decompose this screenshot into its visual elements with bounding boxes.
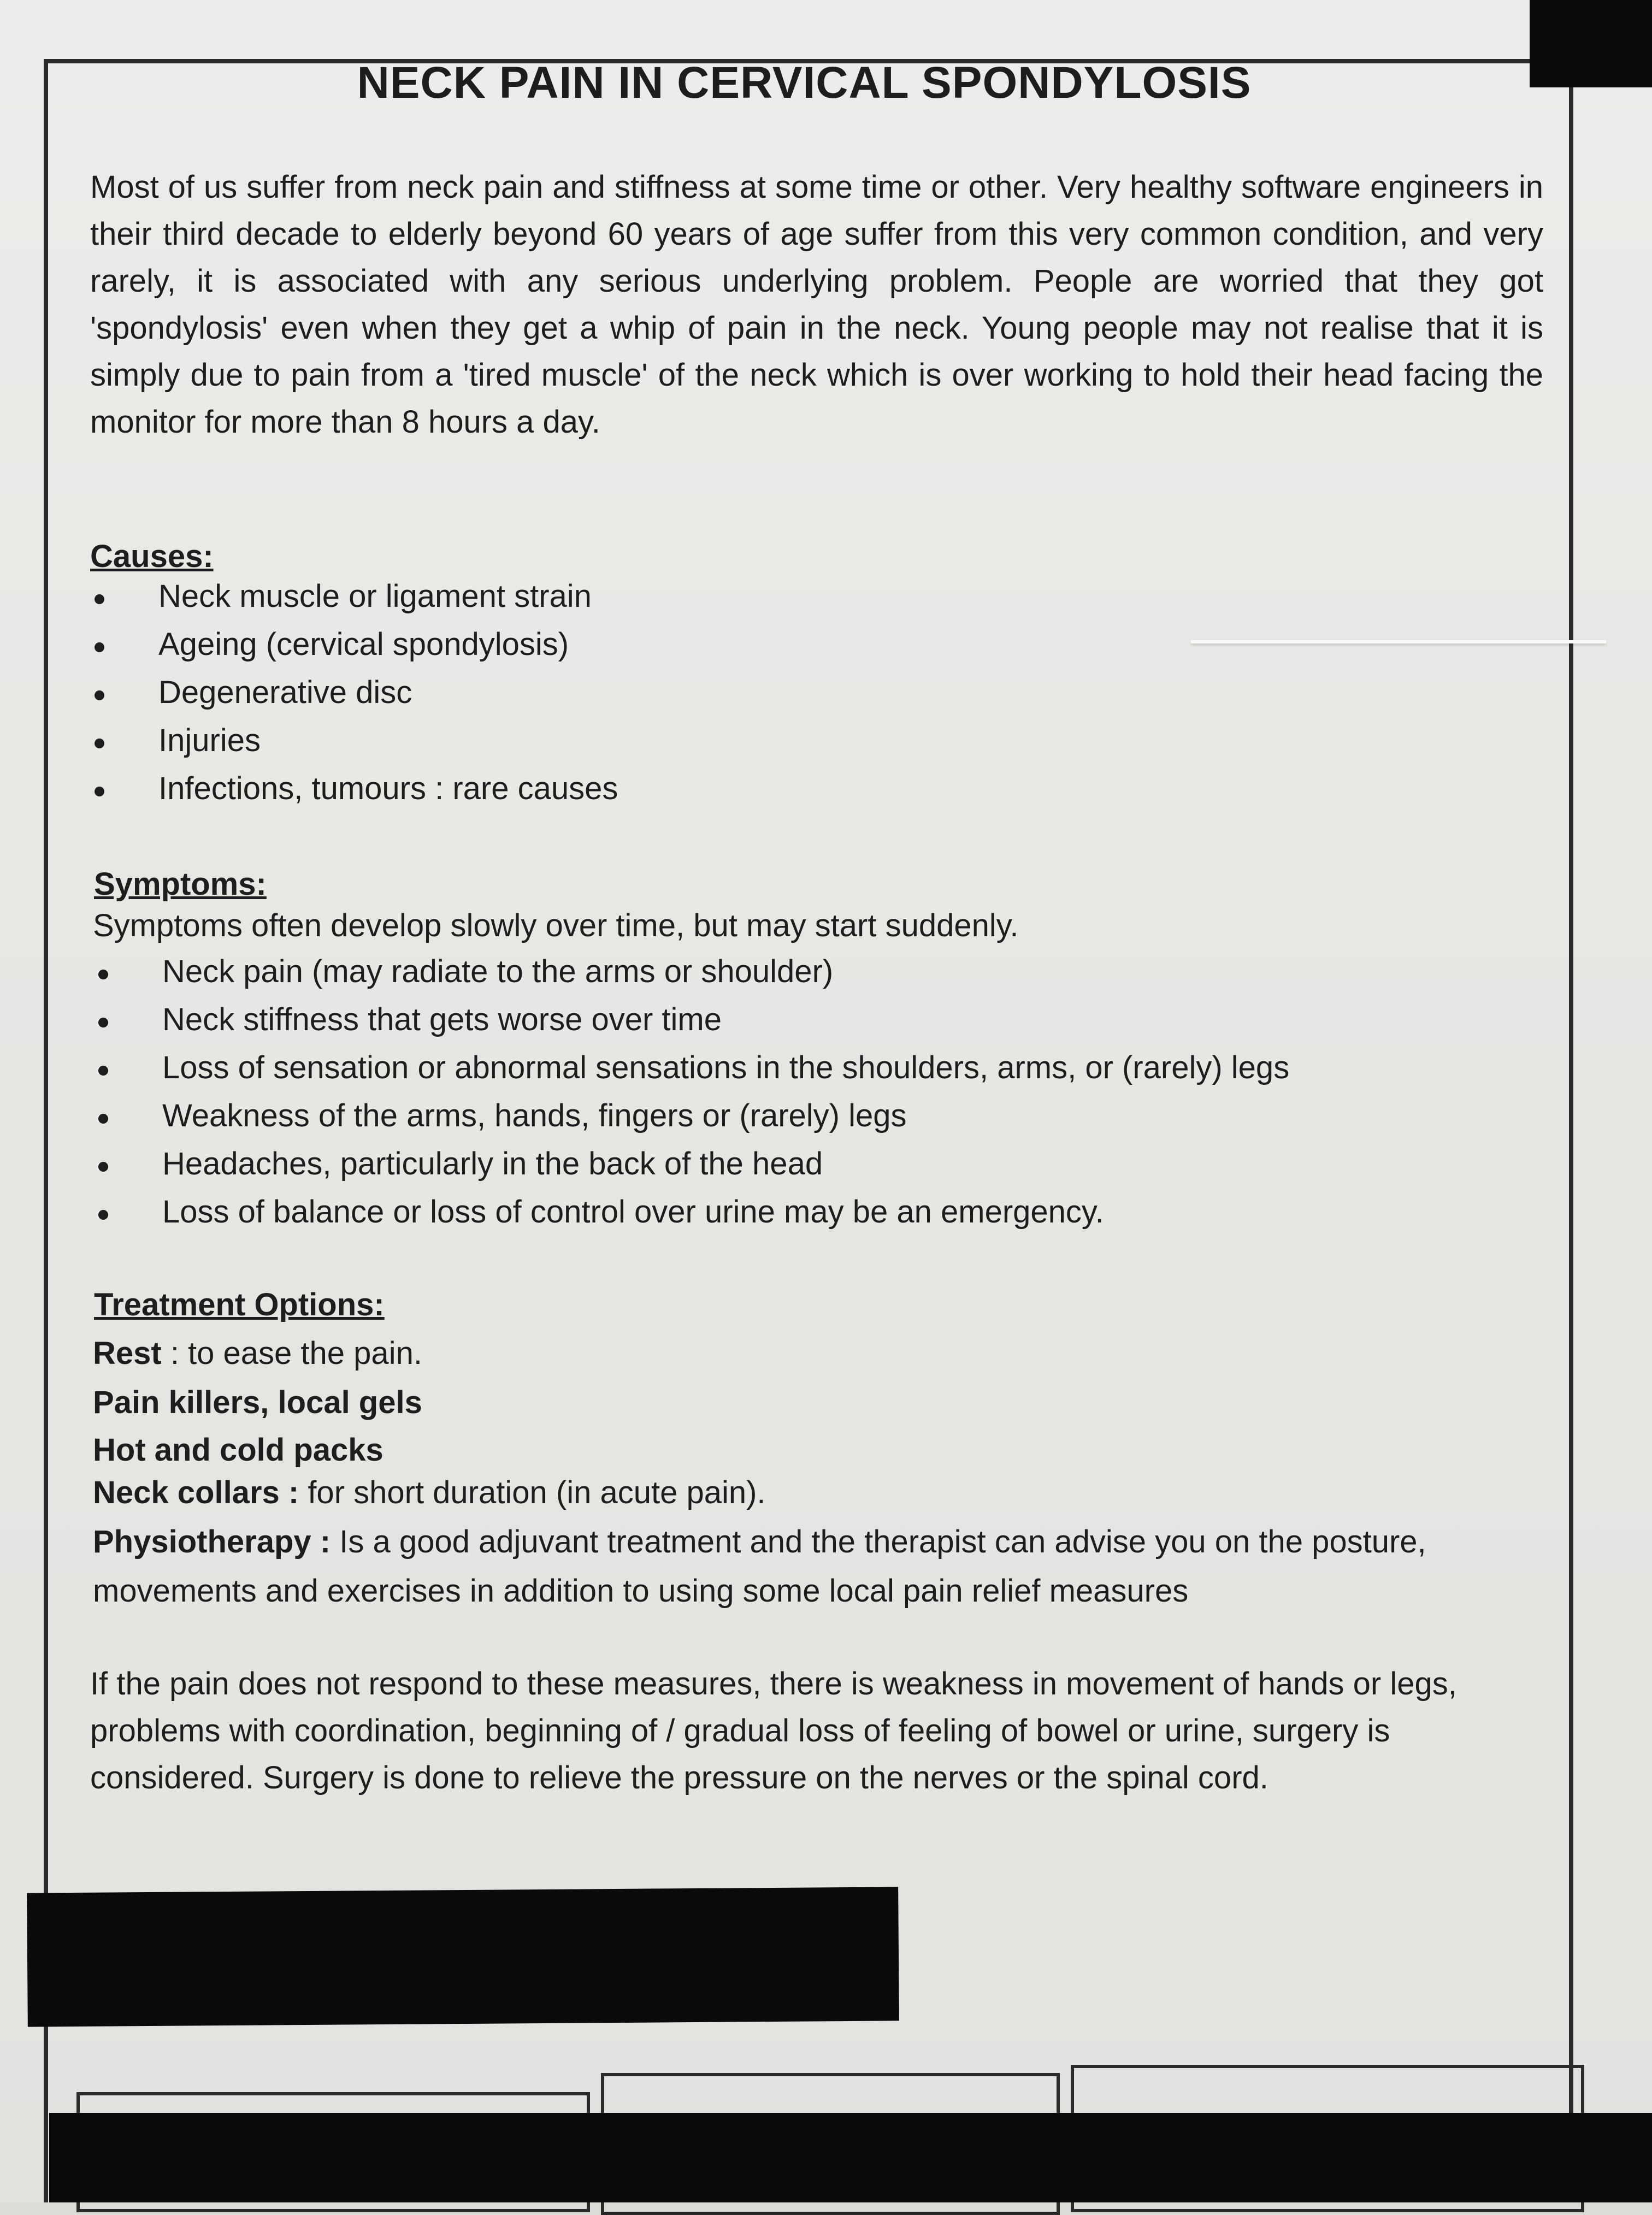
collars-text: for short duration (in acute pain). <box>299 1475 766 1510</box>
redaction-corner <box>1530 0 1652 87</box>
list-item: Ageing (cervical spondylosis) <box>90 621 618 669</box>
symptoms-list <box>94 948 1289 1236</box>
treatment-packs: Hot and cold packs <box>93 1432 384 1468</box>
list-item: Infections, tumours : rare causes <box>90 765 618 813</box>
symptoms-intro: Symptoms often develop slowly over time, but may start suddenly. <box>93 908 1019 943</box>
symptoms-heading: Symptoms: <box>94 866 267 902</box>
list-item: Neck pain (may radiate to the arms or shoulder) <box>94 948 1289 996</box>
causes-list <box>90 572 618 813</box>
document-title: NECK PAIN IN CERVICAL SPONDYLOSIS <box>357 58 1252 108</box>
collars-label: Neck collars : <box>93 1475 299 1510</box>
rest-label: Rest <box>93 1336 162 1371</box>
physio-label: Physiotherapy : <box>93 1524 331 1560</box>
redaction-bar <box>49 2113 1652 2202</box>
list-item: Injuries <box>90 717 618 765</box>
rest-text: : to ease the pain. <box>161 1336 422 1371</box>
treatment-heading: Treatment Options: <box>94 1287 385 1322</box>
treatment-physio-cont: movements and exercises in addition to using some local pain relief measures <box>93 1573 1189 1609</box>
physio-text: Is a good adjuvant treatment and the therapist can advise you on the posture, <box>331 1524 1426 1560</box>
treatment-rest <box>93 1330 422 1377</box>
list-item: Neck stiffness that gets worse over time <box>94 996 1289 1044</box>
list-item: Headaches, particularly in the back of the head <box>94 1140 1289 1188</box>
list-item: Loss of balance or loss of control over urine may be an emergency. <box>94 1188 1289 1236</box>
paper-crease <box>1191 640 1606 643</box>
closing-paragraph: If the pain does not respond to these measures, there is weakness in movement of hands or legs, problems with coordination, beginning of / gradual loss of feeling of bowel or urine, surgery is considered. Surgery is done to relieve the pressure on the nerves or the spinal cord. <box>90 1666 1457 1795</box>
intro-paragraph: Most of us suffer from neck pain and stiffness at some time or other. Very healthy software engineers in their third decade to elderly beyond 60 years of age suffer from this very common condition, and very rarely, it is associated with any serious underlying problem. People are worried that they got 'spondylosis' even when they get a whip of pain in the neck. Young people may not realise that it is simply due to pain from a 'tired muscle' of the neck which is over working to hold their head facing the monitor for more than 8 hours a day. <box>90 169 1543 440</box>
list-item: Degenerative disc <box>90 669 618 717</box>
list-item: Loss of sensation or abnormal sensations in the shoulders, arms, or (rarely) legs <box>94 1044 1289 1092</box>
treatment-painkillers: Pain killers, local gels <box>93 1385 422 1420</box>
treatment-physio <box>93 1519 1426 1566</box>
causes-heading: Causes: <box>90 539 214 574</box>
list-item: Weakness of the arms, hands, fingers or (rarely) legs <box>94 1092 1289 1140</box>
list-item: Neck muscle or ligament strain <box>90 572 618 621</box>
treatment-collars <box>93 1469 766 1516</box>
redaction-block <box>27 1887 899 2027</box>
